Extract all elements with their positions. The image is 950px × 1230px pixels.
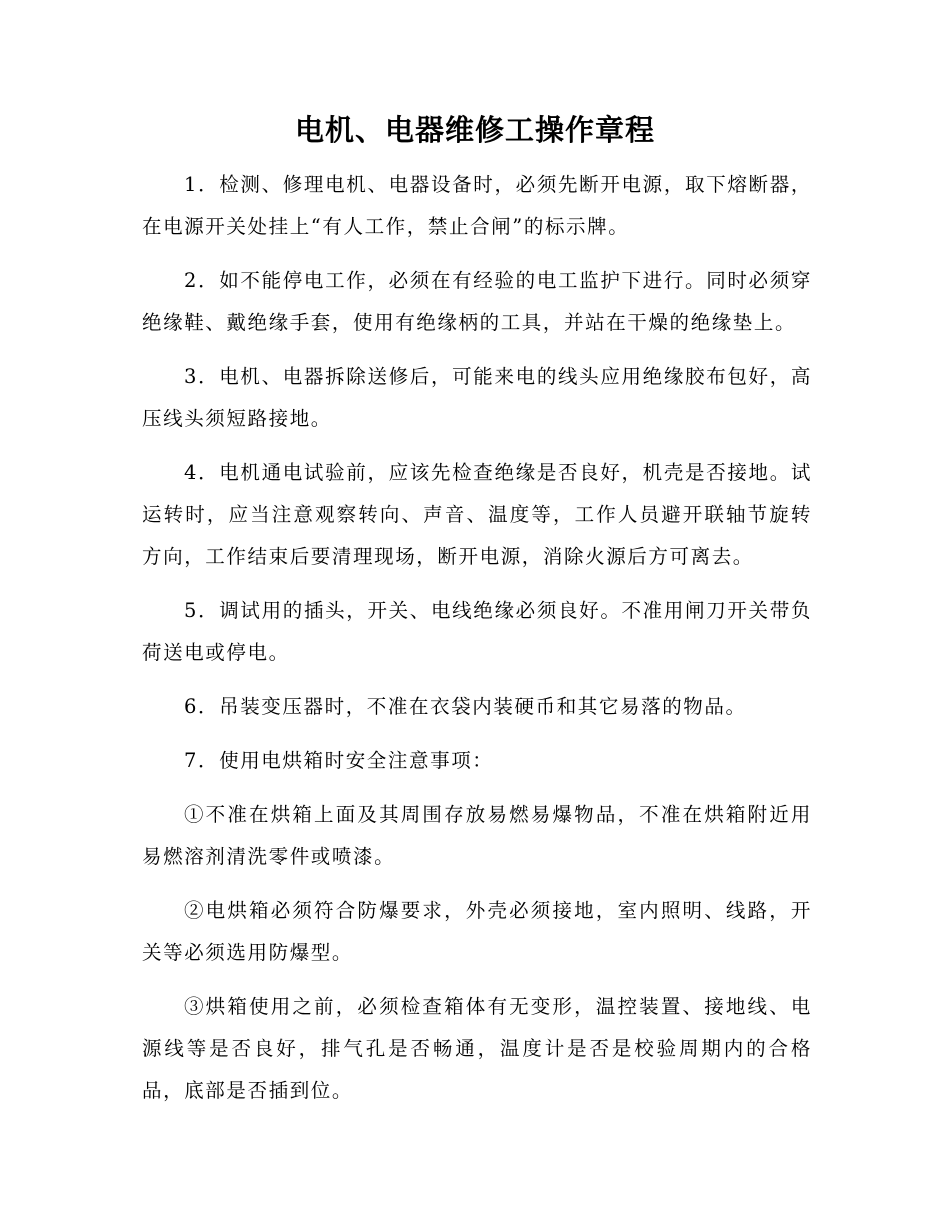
paragraph-1: 1．检测、修理电机、电器设备时，必须先断开电源，取下熔断器，在电源开关处挂上“有人工作，禁止合闸”的标示牌。	[142, 173, 812, 238]
page-title: 电机、电器维修工操作章程	[294, 113, 655, 147]
paragraph-5: 5．调试用的插头，开关、电线绝缘必须良好。不准用闸刀开关带负荷送电或停电。	[142, 599, 812, 664]
document-body	[142, 164, 812, 1124]
paragraph-6: 6．吊装变压器时，不准在衣袋内装硬币和其它易落的物品。	[184, 695, 747, 718]
paragraph-7-item-2: ②电烘箱必须符合防爆要求，外壳必须接地，室内照明、线路，开关等必须选用防爆型。	[142, 899, 812, 964]
paragraph-3: 3．电机、电器拆除送修后，可能来电的线头应用绝缘胶布包好，高压线头须短路接地。	[142, 365, 812, 430]
paragraph-7: 7．使用电烘箱时安全注意事项：	[184, 749, 494, 772]
paragraph-7-item-1: ①不准在烘箱上面及其周围存放易燃易爆物品，不准在烘箱附近用易燃溶剂清洗零件或喷漆。	[142, 803, 812, 868]
paragraph-4: 4．电机通电试验前，应该先检查绝缘是否良好，机壳是否接地。试运转时，应当注意观察转向、声音、温度等，工作人员避开联轴节旋转方向，工作结束后要清理现场，断开电源，消除火源后方可离去。	[142, 461, 812, 568]
paragraph-7-item-3: ③烘箱使用之前，必须检查箱体有无变形，温控装置、接地线、电源线等是否良好，排气孔是否畅通，温度计是否是校验周期内的合格品，底部是否插到位。	[142, 995, 812, 1102]
paragraph-2: 2．如不能停电工作，必须在有经验的电工监护下进行。同时必须穿绝缘鞋、戴绝缘手套，使用有绝缘柄的工具，并站在干燥的绝缘垫上。	[142, 269, 812, 334]
